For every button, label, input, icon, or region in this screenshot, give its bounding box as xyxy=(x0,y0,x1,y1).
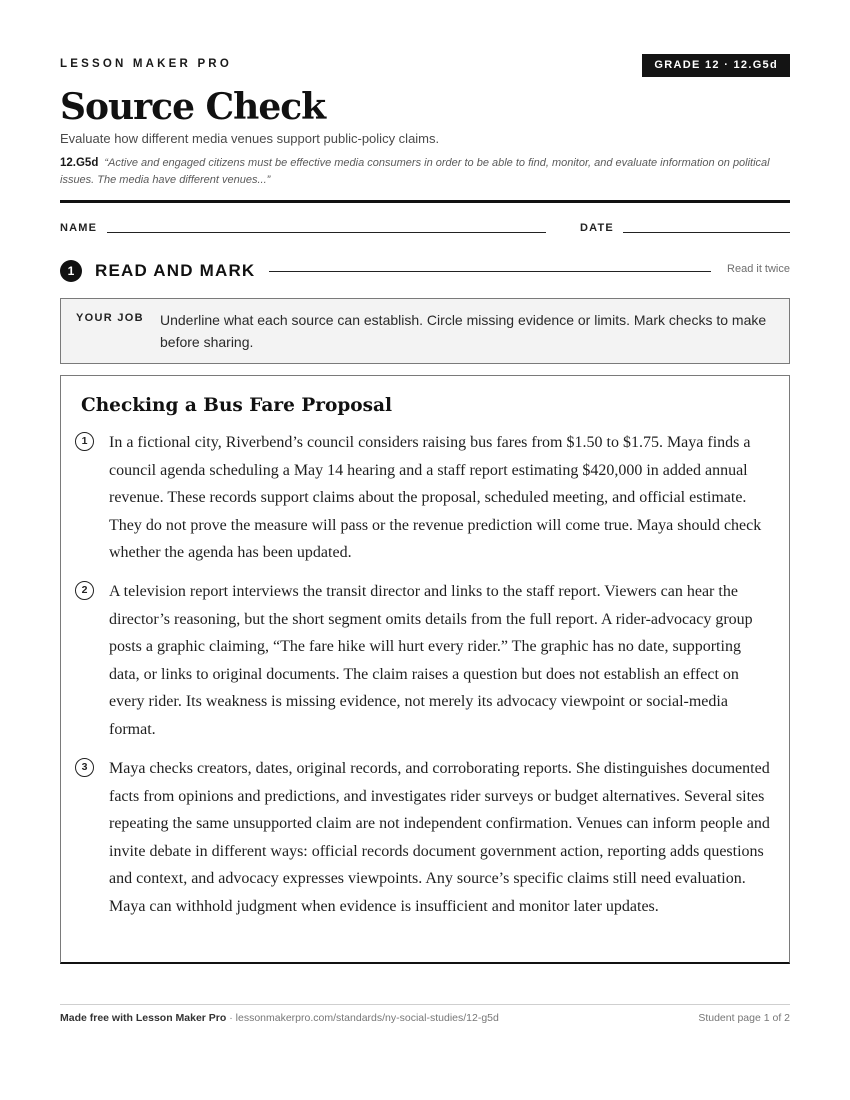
footer-page-number: Student page 1 of 2 xyxy=(698,1012,790,1024)
paragraph-text: Maya checks creators, dates, original records, and corroborating reports. She distinguishes documented facts from opinions and predictions, and investigates rider surveys or budget alternatives. Several sites repeating the same unsupported claim are not independent confirmation. Venues can inform people and invite debate in different ways: official records document government action, reporting adds questions and context, and advocacy expresses viewpoints. Any source’s specific claims still need evaluation. Maya can withhold judgment when evidence is insufficient and monitor later updates. xyxy=(109,760,770,915)
section-title: READ AND MARK xyxy=(95,261,256,280)
reading-passage xyxy=(60,375,790,964)
footer-divider xyxy=(60,1004,790,1005)
standard-code: 12.G5d xyxy=(60,157,99,169)
footer-credit xyxy=(60,1012,499,1024)
header-divider xyxy=(60,200,790,203)
grade-badge: GRADE 12 · 12.G5d xyxy=(642,54,790,77)
job-label: YOUR JOB xyxy=(76,312,144,324)
worksheet-page xyxy=(60,0,790,1100)
standard-text xyxy=(60,155,790,189)
paragraph-number: 3 xyxy=(75,758,94,777)
paragraph-number: 2 xyxy=(75,581,94,600)
date-field[interactable] xyxy=(623,232,790,233)
paragraph-text: A television report interviews the transit director and links to the staff report. Viewers can hear the director’s reasoning, but the short segment omits details from the full report. A rider-advocacy group posts a graphic claiming, “The fare hike will hurt every rider.” The graphic has no date, supporting data, or links to original documents. The claim raises a question but does not establish an effect on every rider. Its weakness is missing evidence, not merely its advocacy viewpoint or social-media format. xyxy=(109,583,753,738)
section-rule xyxy=(269,271,711,272)
page-subtitle: Evaluate how different media venues support public-policy claims. xyxy=(60,131,440,146)
footer-brand: Made free with Lesson Maker Pro xyxy=(60,1012,227,1024)
section-number-badge: 1 xyxy=(60,260,82,282)
job-instructions: Underline what each source can establish. Circle missing evidence or limits. Mark checks to make before sharing. xyxy=(160,312,767,350)
section-header xyxy=(60,259,790,283)
page-title: Source Check xyxy=(60,86,326,128)
name-label: NAME xyxy=(60,222,98,234)
paragraph-text: In a fictional city, Riverbend’s council considers raising bus fares from $1.50 to $1.75. Maya finds a council agenda scheduling a May 14 hearing and a staff report estimating $420,000 in added annual revenue. These records support claims about the proposal, scheduled meeting, and official estimate. They do not prove the measure will pass or the revenue prediction will come true. Maya should check whether the agenda has been updated. xyxy=(109,434,762,562)
footer-url[interactable]: · lessonmakerpro.com/standards/ny-social-studies/12-g5d xyxy=(226,1012,499,1024)
section-note: Read it twice xyxy=(727,263,790,275)
name-date-row xyxy=(60,222,790,238)
date-label: DATE xyxy=(580,222,614,234)
standard-quote: “Active and engaged citizens must be effective media consumers in order to be able to find, monitor, and evaluate information on political issues. The media have different venues...” xyxy=(60,157,770,186)
name-field[interactable] xyxy=(107,232,546,233)
brand-name: LESSON MAKER PRO xyxy=(60,58,232,70)
passage-title: Checking a Bus Fare Proposal xyxy=(81,395,393,416)
instructions-box xyxy=(60,298,790,364)
paragraph-number: 1 xyxy=(75,432,94,451)
